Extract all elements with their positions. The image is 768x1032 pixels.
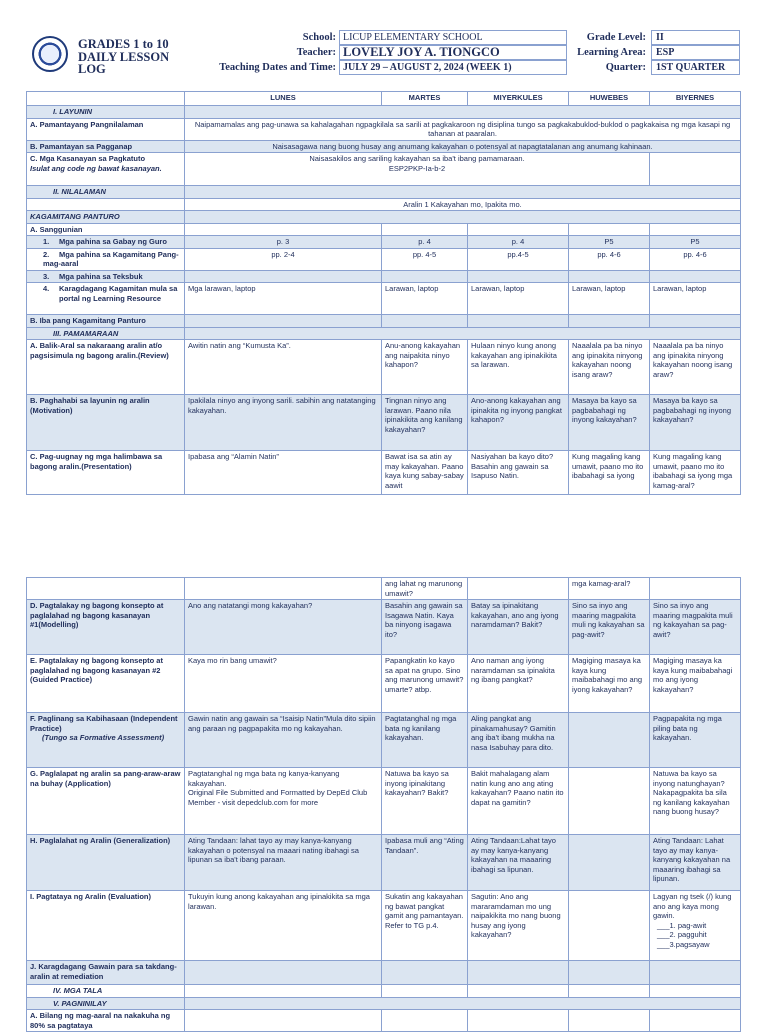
- log-title: GRADES 1 to 10 DAILY LESSON LOG: [78, 37, 170, 76]
- cell-biyernes: Larawan, laptop: [650, 283, 741, 315]
- quarter-value: 1ST QUARTER: [651, 60, 740, 75]
- teacher-value: LOVELY JOY A. TIONGCO: [339, 45, 567, 60]
- row-label: A. Balik-Aral sa nakaraang aralin at/o pagsisimula ng bagong aralin.(Review): [27, 340, 185, 395]
- cell-biyernes: pp. 4-6: [650, 248, 741, 270]
- cell-lunes: Tukuyin kung anong kakayahan ang ipinakikita sa mga larawan.: [185, 891, 382, 961]
- row-number: 2.: [43, 249, 50, 259]
- cell-lunes: Gawin natin ang gawain sa “Isaisip Natin”Mula dito sipiin ang paraan ng pagpapakita mo ng kakayahan.: [185, 713, 382, 768]
- row-pag-uugnay: [27, 451, 741, 495]
- cell-huwebes: Sino sa inyo ang maaring magpakita muli ng kakayahan sa pag-awit?: [569, 600, 650, 655]
- cell-lunes: Pagtatanghal ng mga bata ng kanya-kanyang kakayahan.: [188, 769, 340, 788]
- row-pagtataya: [27, 891, 741, 961]
- checklist-item: ___2. pagguhit: [657, 930, 707, 939]
- row-pamantayang-pangnilalaman: [27, 118, 741, 140]
- checklist-item: ___3.pagsayaw: [657, 939, 710, 949]
- row-label: F. Paglinang sa Kabihasaan (Independent Practice): [30, 714, 178, 733]
- teacher-label: Teacher:: [296, 47, 336, 58]
- header-row-school: [184, 30, 740, 45]
- cell-biyernes: Kung magaling kang umawit, paano mo ito ibabahagi sa iyong mga kamag-aral?: [650, 451, 741, 495]
- row-teksbuk: [27, 270, 741, 283]
- cell-martes: Basahin ang gawain sa Isagawa Natin. Kaya ba ninyong isagawa ito?: [382, 600, 468, 655]
- day-martes: MARTES: [382, 92, 468, 106]
- section-title: III. PAMAMARAAN: [27, 327, 185, 340]
- cell-miyerkules: Bakit mahalagang alam natin kung ano ang ating kakayahan? Paano natin ito dapat na gamitin?: [468, 768, 569, 835]
- day-huwebes: HUWEBES: [569, 92, 650, 106]
- learning-area-label: Learning Area:: [577, 47, 646, 58]
- dates-value: JULY 29 – AUGUST 2, 2024 (WEEK 1): [339, 60, 567, 75]
- row-karagdagang-gawain: [27, 961, 741, 985]
- cell-martes: ang lahat ng marunong umawit?: [382, 578, 468, 600]
- cell-biyernes: Naaalala pa ba ninyo ang ipinakita ninyong kakayahan noong isang araw?: [650, 340, 741, 395]
- section-title: IV. MGA TALA: [27, 985, 185, 998]
- competency-text: Naisasakilos ang sariling kakayahan sa iba't ibang pamamaraan.: [309, 154, 525, 163]
- learning-area-value: ESP: [651, 45, 740, 60]
- cell-biyernes: Sino sa inyo ang maaring magpakita muli ng kakayahan sa pag-awit?: [650, 600, 741, 655]
- cell-biyernes: Natuwa ba kayo sa inyong natunghayan? Nakapagpakita ba sila ng kanilang kakayahan nang buong husay?: [650, 768, 741, 835]
- row-label: I. Pagtataya ng Aralin (Evaluation): [27, 891, 185, 961]
- cell-lunes-note: Original File Submitted and Formatted by DepEd Club Member - visit depedclub.com for more: [188, 788, 368, 807]
- section-mga-tala: [27, 985, 741, 998]
- row-label: B. Paghahabi sa layunin ng aralin (Motivation): [27, 395, 185, 451]
- cell-huwebes: Larawan, laptop: [569, 283, 650, 315]
- row-value: Naisasagawa nang buong husay ang anumang kakayahan o potensyal at napagtatalanan ang anumang kahinaan.: [185, 140, 741, 153]
- row-paglinang: [27, 713, 741, 768]
- cell-lunes: Kaya mo rin bang umawit?: [185, 655, 382, 713]
- cell-martes: p. 4: [382, 236, 468, 249]
- cell-huwebes: P5: [569, 236, 650, 249]
- header-row-dates: [184, 60, 740, 75]
- cell-miyerkules: pp.4-5: [468, 248, 569, 270]
- school-value: LICUP ELEMENTARY SCHOOL: [339, 30, 567, 45]
- row-bilang-ng-mag-aaral: [27, 1010, 741, 1032]
- row-value: Naipamamalas ang pag-unawa sa kahalagahan ngpagkilala sa sarili at pagkakaroon ng disiplina tungo sa pagkakabuklod-buklod o pagkakaisa ng mga kasapi ng tahanan at paaralan.: [185, 118, 741, 140]
- section-layunin: [27, 106, 741, 119]
- row-nilalaman-content: [27, 198, 741, 211]
- cell-huwebes: pp. 4-6: [569, 248, 650, 270]
- cell-martes: Tingnan ninyo ang larawan. Paano nila ipinakikita ang kanilang kakayahan?: [382, 395, 468, 451]
- section-nilalaman: [27, 186, 741, 199]
- section-title: KAGAMITANG PANTURO: [27, 211, 185, 224]
- cell-biyernes: Magiging masaya ka kaya kung maibabahagi mo ang iyong kakayahan?: [650, 655, 741, 713]
- row-label: C. Pag-uugnay ng mga halimbawa sa bagong aralin.(Presentation): [27, 451, 185, 495]
- cell-martes: pp. 4-5: [382, 248, 468, 270]
- cell-martes: Bawat isa sa atin ay may kakayahan. Paano kaya kung sabay-sabay aawit: [382, 451, 468, 495]
- cell-miyerkules: Ano naman ang iyong naramdaman sa ipinakita ng ibang pangkat?: [468, 655, 569, 713]
- cell-lunes: Mga larawan, laptop: [185, 283, 382, 315]
- row-gabay-ng-guro: [27, 236, 741, 249]
- cell-biyernes: P5: [650, 236, 741, 249]
- cell-miyerkules: Aling pangkat ang pinakamahusay? Gamitin ang iba't ibang mukha na nasa Isabuhay para dito.: [468, 713, 569, 768]
- cell-miyerkules: Hulaan ninyo kung anong kakayahan ang ipinakikita sa larawan.: [468, 340, 569, 395]
- section-title: I. LAYUNIN: [27, 106, 185, 119]
- cell-lunes: Ipakilala ninyo ang inyong sarili. sabihin ang natatanging kakayahan.: [185, 395, 382, 451]
- cell-miyerkules: Batay sa ipinakitang kakayahan, ano ang iyong naramdaman? Bakit?: [468, 600, 569, 655]
- row-value: Aralin 1 Kakayahan mo, Ipakita mo.: [185, 198, 741, 211]
- row-label: A. Sanggunian: [27, 223, 185, 236]
- day-header-row: [27, 92, 741, 106]
- cell-huwebes: [569, 835, 650, 891]
- cell-huwebes: [569, 891, 650, 961]
- cell-lunes: Ipabasa ang “Alamin Natin”: [185, 451, 382, 495]
- row-sanggunian: [27, 223, 741, 236]
- row-number: 4.: [43, 284, 50, 293]
- deped-seal-icon: [32, 36, 68, 72]
- section-pagninilay: [27, 997, 741, 1010]
- cell-martes: Papangkatin ko kayo sa apat na grupo. Sino ang marunong umawit? umarte? atbp.: [382, 655, 468, 713]
- row-label: Karagdagang Kagamitan mula sa portal ng Learning Resource: [59, 284, 178, 303]
- cell-huwebes: Masaya ba kayo sa pagbabahagi ng inyong kakayahan?: [569, 395, 650, 451]
- row-kagamitang-pang-mag-aaral: [27, 248, 741, 270]
- cell-martes: Ipabasa muli ang “Ating Tandaan”.: [382, 835, 468, 891]
- competency-code: ESP2PKP-Ia-b-2: [388, 163, 446, 173]
- row-label: B. Pamantayan sa Pagganap: [27, 140, 185, 153]
- cell-huwebes: [569, 713, 650, 768]
- cell-martes: Larawan, laptop: [382, 283, 468, 315]
- quarter-label: Quarter:: [605, 62, 646, 73]
- cell-martes: Sukatin ang kakayahan ng bawat pangkat gamit ang pamantayan. Refer to TG p.4.: [382, 891, 468, 961]
- header-row-teacher: [184, 45, 740, 60]
- row-label: G. Paglalapat ng aralin sa pang-araw-araw na buhay (Application): [27, 768, 185, 835]
- cell-lunes: Ano ang natatangi mong kakayahan?: [185, 600, 382, 655]
- row-continuation: [27, 578, 741, 600]
- row-label: J. Karagdagang Gawain para sa takdang-aralin at remediation: [27, 961, 185, 985]
- section-title: V. PAGNINILAY: [27, 997, 185, 1010]
- dates-label: Teaching Dates and Time:: [219, 62, 336, 73]
- section-title: II. NILALAMAN: [27, 186, 185, 199]
- cell-biyernes: Ating Tandaan: Lahat tayo ay may kanya-kanyang kakayahan na maaaring ibahagi sa lipunan.: [650, 835, 741, 891]
- row-pagtalakay-2: [27, 655, 741, 713]
- row-iba-pang-kagamitan: [27, 315, 741, 328]
- lesson-plan-table-page-2: [26, 577, 741, 1032]
- cell-huwebes: mga kamag-aral?: [569, 578, 650, 600]
- cell-huwebes: Naaalala pa ba ninyo ang ipinakita ninyong kakayahan noong isang araw?: [569, 340, 650, 395]
- cell-lunes: Ating Tandaan: lahat tayo ay may kanya-kanyang kakayahan o potensyal na maaari nating ibahagi sa lipunan sa iba't ibang paraan.: [185, 835, 382, 891]
- row-balik-aral: [27, 340, 741, 395]
- cell-martes: Natuwa ba kayo sa inyong ipinakitang kakayahan? Bakit?: [382, 768, 468, 835]
- grade-level-value: II: [651, 30, 740, 45]
- cell-lunes: pp. 2-4: [185, 248, 382, 270]
- cell-huwebes: [569, 768, 650, 835]
- row-pamantayan-sa-pagganap: [27, 140, 741, 153]
- cell-martes: Pagtatanghal ng mga bata ng kanilang kakayahan.: [382, 713, 468, 768]
- day-lunes: LUNES: [185, 92, 382, 106]
- row-sublabel: (Tungo sa Formative Assessment): [42, 733, 165, 742]
- section-kagamitang-panturo: [27, 211, 741, 224]
- row-label: E. Pagtalakay ng bagong konsepto at paglalahad ng bagong kasanayan #2 (Guided Practice): [27, 655, 185, 713]
- cell-huwebes: Magiging masaya ka kaya kung maibabahagi mo ang iyong kakayahan?: [569, 655, 650, 713]
- checklist-item: ___1. pag-awit: [657, 920, 707, 930]
- section-pamamaraan: [27, 327, 741, 340]
- row-label: A. Bilang ng mag-aaral na nakakuha ng 80% sa pagtataya: [27, 1010, 185, 1032]
- school-label: School:: [302, 32, 336, 43]
- cell-miyerkules: Ating Tandaan:Lahat tayo ay may kanya-kanyang kakayahan na maaaring ibahagi sa lipunan.: [468, 835, 569, 891]
- row-label: C. Mga Kasanayan sa Pagkatuto: [30, 154, 146, 163]
- cell-miyerkules: Nasiyahan ba kayo dito? Basahin ang gawain sa Isapuso Natin.: [468, 451, 569, 495]
- lesson-log-header: [26, 30, 740, 76]
- row-sublabel: Isulat ang code ng bawat kasanayan.: [30, 163, 162, 173]
- cell-biyernes: Lagyan ng tsek (/) kung ano ang kaya mong gawin.: [653, 892, 732, 920]
- row-label: Mga pahina sa Gabay ng Guro: [59, 237, 167, 246]
- cell-miyerkules: Ano-anong kakayahan ang ipinakita ng inyong pangkat kahapon?: [468, 395, 569, 451]
- row-number: 1.: [43, 237, 50, 246]
- lesson-plan-table-page-1: [26, 91, 741, 495]
- cell-biyernes: Pagpapakita ng mga piling bata ng kakayahan.: [650, 713, 741, 768]
- cell-miyerkules: Larawan, laptop: [468, 283, 569, 315]
- day-miyerkules: MIYERKULES: [468, 92, 569, 106]
- day-biyernes: BIYERNES: [650, 92, 741, 106]
- row-label: H. Paglalahat ng Aralin (Generalization): [27, 835, 185, 891]
- row-label: A. Pamantayang Pangnilalaman: [27, 118, 185, 140]
- cell-miyerkules: Sagutin: Ano ang mararamdaman mo ung naipakikita mo nang buong husay ang iyong kakayahan?: [468, 891, 569, 961]
- row-learning-resource: [27, 283, 741, 315]
- row-paglalahat: [27, 835, 741, 891]
- row-label: Mga pahina sa Teksbuk: [59, 271, 143, 281]
- cell-huwebes: Kung magaling kang umawit, paano mo ito ibabahagi sa iyong: [569, 451, 650, 495]
- cell-miyerkules: p. 4: [468, 236, 569, 249]
- row-label: D. Pagtalakay ng bagong konsepto at paglalahad ng bagong kasanayan #1(Modelling): [27, 600, 185, 655]
- cell-lunes: p. 3: [185, 236, 382, 249]
- row-label: B. Iba pang Kagamitang Panturo: [27, 315, 185, 328]
- cell-martes: Anu-anong kakayahan ang naipakita ninyo kahapon?: [382, 340, 468, 395]
- row-paghahabi: [27, 395, 741, 451]
- cell-biyernes: Masaya ba kayo sa pagbabahagi ng inyong kakayahan?: [650, 395, 741, 451]
- row-number: 3.: [43, 271, 50, 281]
- row-paglalapat: [27, 768, 741, 835]
- blank-header-cell: [27, 92, 185, 106]
- row-pagtalakay-1: [27, 600, 741, 655]
- grade-level-label: Grade Level:: [586, 32, 646, 43]
- row-label: Mga pahina sa Kagamitang Pang-mag-aaral: [43, 249, 179, 268]
- row-kasanayan-sa-pagkatuto: [27, 153, 741, 186]
- cell-lunes: Awitin natin ang “Kumusta Ka”.: [185, 340, 382, 395]
